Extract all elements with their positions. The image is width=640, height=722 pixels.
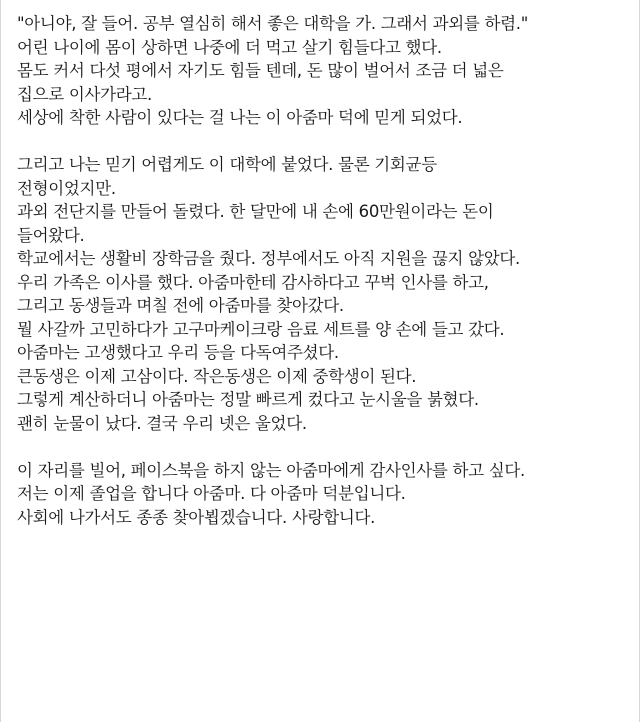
text-line: 뭘 사갈까 고민하다가 고구마케이크랑 음료 세트를 양 손에 들고 갔다. [17, 319, 505, 339]
paragraph-2 [17, 153, 629, 435]
paragraph-3 [17, 459, 629, 530]
text-line: 들어왔다. [17, 225, 85, 245]
text-line: 전형이었지만. [17, 178, 116, 198]
paragraph-spacer [17, 435, 629, 459]
text-line: 우리 가족은 이사를 했다. 아줌마한테 감사하다고 꾸벅 인사를 하고, [17, 272, 489, 292]
text-line: 몸도 커서 다섯 평에서 자기도 힘들 텐데, 돈 많이 벌어서 조금 더 넓은 [17, 61, 504, 80]
text-line: 그리고 동생들과 며칠 전에 아줌마를 찾아갔다. [17, 296, 344, 315]
text-line: 큰동생은 이제 고삼이다. 작은동생은 이제 중학생이 된다. [17, 366, 417, 386]
text-line: 과외 전단지를 만들어 돌렸다. 한 달만에 내 손에 60만원이라는 돈이 [17, 202, 494, 221]
text-line: 집으로 이사가라고. [17, 84, 153, 104]
text-line: 학교에서는 생활비 장학금을 줬다. 정부에서도 아직 지원을 끊지 않았다. [17, 249, 520, 268]
text-line: 그렇게 계산하더니 아줌마는 정말 빠르게 컸다고 눈시울을 붉혔다. [17, 390, 479, 409]
text-line: 아줌마는 고생했다고 우리 등을 다독여주셨다. [17, 343, 339, 362]
text-line: 사회에 나가서도 종종 찾아뵙겠습니다. 사랑합니다. [17, 507, 376, 527]
paragraph-1 [17, 12, 629, 130]
paragraph-spacer [17, 130, 629, 154]
text-line: 그리고 나는 믿기 어렵게도 이 대학에 붙었다. 물론 기회균등 [17, 155, 437, 174]
text-line: 이 자리를 빌어, 페이스북을 하지 않는 아줌마에게 감사인사를 하고 싶다. [17, 460, 525, 480]
text-line: "아니야, 잘 들어. 공부 열심히 해서 좋은 대학을 가. 그래서 과외를 하렴." [17, 14, 529, 33]
text-line: 세상에 착한 사람이 있다는 걸 나는 이 아줌마 덕에 믿게 되었다. [17, 108, 463, 127]
text-line: 저는 이제 졸업을 합니다 아줌마. 다 아줌마 덕분입니다. [17, 484, 406, 503]
letter-text [17, 12, 629, 529]
text-line: 어린 나이에 몸이 상하면 나중에 더 먹고 살기 힘들다고 했다. [17, 37, 442, 57]
text-line: 괜히 눈물이 났다. 결국 우리 넷은 울었다. [17, 413, 307, 433]
